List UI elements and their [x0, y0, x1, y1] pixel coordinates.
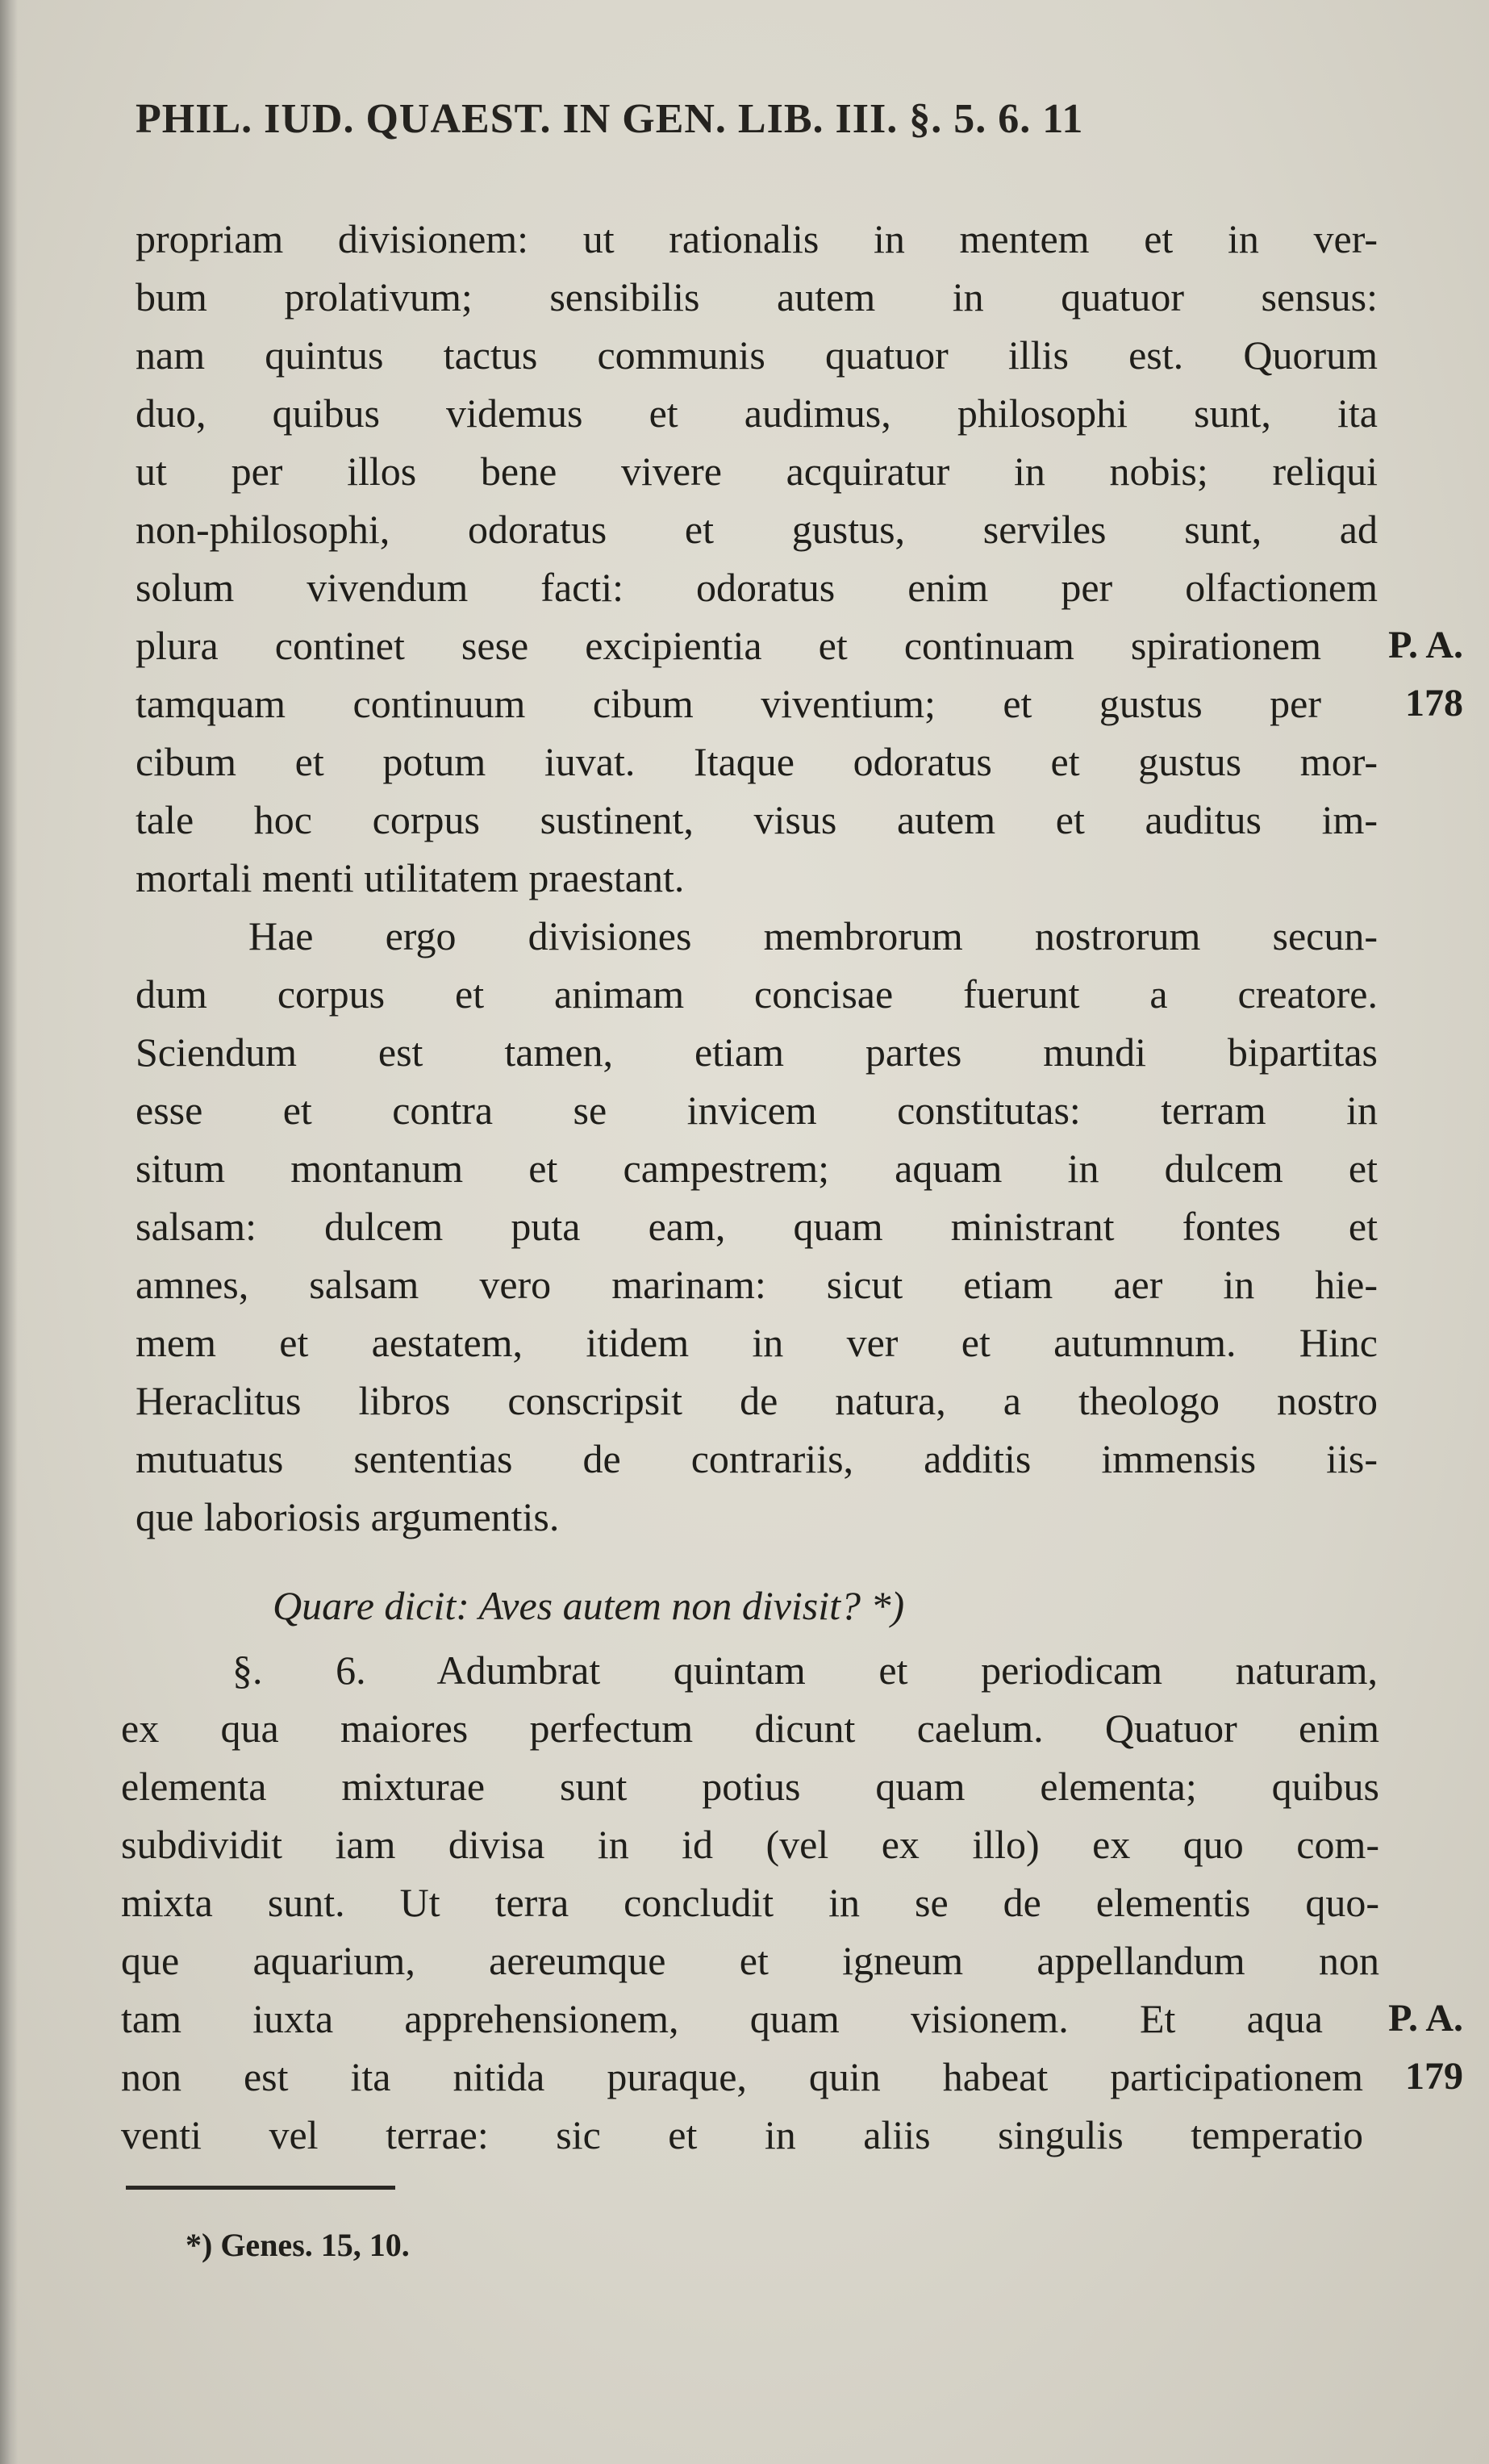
text-line: mutuatus sententias de contrariis, additis immensis iis-	[136, 1436, 1378, 1481]
text-line: subdividit iam divisa in id (vel ex illo) ex quo com-	[121, 1822, 1379, 1867]
text-line: mem et aestatem, itidem in ver et autumnum. Hinc	[136, 1320, 1378, 1365]
text-line: duo, quibus videmus et audimus, philosophi sunt, ita	[136, 390, 1378, 436]
text-line: elementa mixturae sunt potius quam elementa; quibus	[121, 1764, 1379, 1809]
margin-note-number: 178	[1405, 682, 1463, 725]
text-line: situm montanum et campestrem; aquam in dulcem et	[136, 1146, 1378, 1191]
text-line: salsam: dulcem puta eam, quam ministrant fontes et	[136, 1204, 1378, 1249]
text-line: Hae ergo divisiones membrorum nostrorum secun-	[248, 913, 1378, 958]
page-binding-edge	[0, 0, 18, 2464]
text-line: tam iuxta apprehensionem, quam visionem. Et aqua	[121, 1996, 1323, 2041]
text-line: que laboriosis argumentis.	[136, 1494, 560, 1539]
text-line: solum vivendum facti: odoratus enim per olfactionem	[136, 565, 1378, 610]
text-line: plura continet sese excipientia et continuam spirationem	[136, 623, 1321, 668]
text-line: cibum et potum iuvat. Itaque odoratus et gustus mor-	[136, 739, 1378, 784]
text-line: non-philosophi, odoratus et gustus, serviles sunt, ad	[136, 507, 1378, 552]
text-line: mixta sunt. Ut terra concludit in se de elementis quo-	[121, 1880, 1379, 1925]
text-line: dum corpus et animam concisae fuerunt a creatore.	[136, 971, 1378, 1017]
running-header: PHIL. IUD. QUAEST. IN GEN. LIB. III. §. 5. 6. 11	[136, 96, 1084, 142]
text-line: ut per illos bene vivere acquiratur in nobis; reliqui	[136, 449, 1378, 494]
text-line: nam quintus tactus communis quatuor illis est. Quorum	[136, 332, 1378, 378]
text-line: mortali menti utilitatem praestant.	[136, 855, 685, 900]
text-line: esse et contra se invicem constitutas: terram in	[136, 1088, 1378, 1133]
text-line: ex qua maiores perfectum dicunt caelum. Quatuor enim	[121, 1706, 1379, 1751]
margin-note-label: P. A.	[1388, 624, 1463, 666]
text-line: venti vel terrae: sic et in aliis singulis temperatio	[121, 2112, 1363, 2157]
section-heading: Quare dicit: Aves autem non divisit? *)	[273, 1583, 905, 1628]
text-line: amnes, salsam vero marinam: sicut etiam aer in hie-	[136, 1262, 1378, 1307]
margin-note-number: 179	[1405, 2055, 1463, 2098]
text-line: tamquam continuum cibum viventium; et gustus per	[136, 681, 1321, 726]
text-line: non est ita nitida puraque, quin habeat participationem	[121, 2054, 1363, 2099]
margin-note-label: P. A.	[1388, 1997, 1463, 2040]
text-line: Sciendum est tamen, etiam partes mundi bipartitas	[136, 1029, 1378, 1075]
text-line: que aquarium, aereumque et igneum appellandum non	[121, 1938, 1379, 1983]
text-line: tale hoc corpus sustinent, visus autem et auditus im-	[136, 797, 1378, 842]
text-line: bum prolativum; sensibilis autem in quatuor sensus:	[136, 274, 1378, 319]
footnote: *) Genes. 15, 10.	[186, 2227, 410, 2263]
text-line: §. 6. Adumbrat quintam et periodicam naturam,	[232, 1648, 1378, 1693]
footnote-rule	[126, 2186, 395, 2190]
text-line: Heraclitus libros conscripsit de natura, a theologo nostro	[136, 1378, 1378, 1423]
text-line: propriam divisionem: ut rationalis in mentem et in ver-	[136, 216, 1378, 261]
